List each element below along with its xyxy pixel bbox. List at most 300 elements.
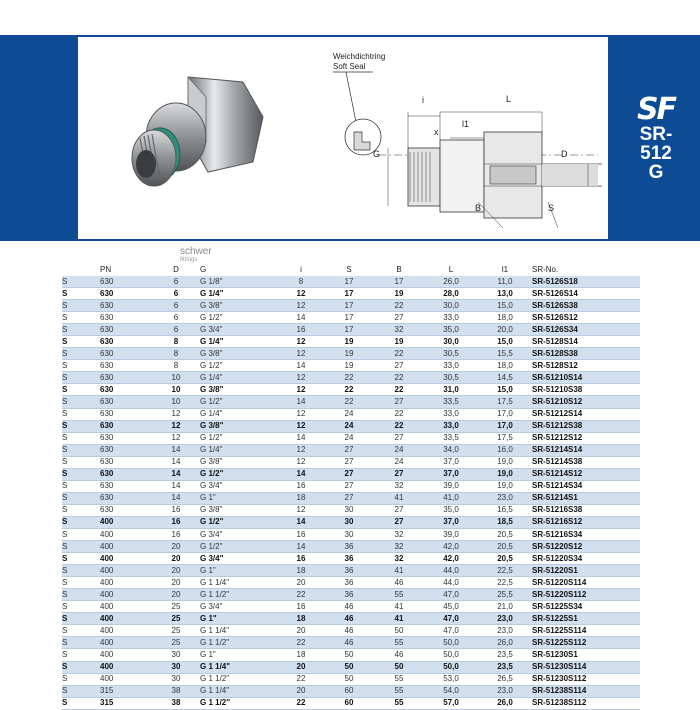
cell-s: 27 — [324, 480, 374, 492]
cell-d: 6 — [152, 312, 200, 324]
cell-l: 50,0 — [424, 661, 478, 673]
cell-i: 12 — [278, 336, 324, 348]
cell-b: 55 — [374, 673, 424, 685]
cell-s: 27 — [324, 492, 374, 504]
cell-l: 33,0 — [424, 312, 478, 324]
cell-pn: 400 — [100, 601, 152, 613]
cell-l1: 23,0 — [478, 685, 532, 697]
cell-sr-no: SR-51230S112 — [532, 673, 640, 685]
cell-sr-no: SR-51216S12 — [532, 516, 640, 528]
cell-d: 14 — [152, 468, 200, 480]
cell-l: 47,0 — [424, 613, 478, 625]
cell-i: 12 — [278, 420, 324, 432]
cell-s: 27 — [324, 468, 374, 480]
cell-b: 41 — [374, 565, 424, 577]
cell-s: 36 — [324, 577, 374, 589]
table-row — [62, 601, 640, 613]
cell-sr-no: SR-5126S12 — [532, 312, 640, 324]
cell-type: S — [62, 336, 100, 348]
cell-pn: 630 — [100, 360, 152, 372]
cell-b: 55 — [374, 589, 424, 601]
cell-i: 12 — [278, 348, 324, 360]
cell-b: 27 — [374, 432, 424, 444]
cell-pn: 315 — [100, 685, 152, 697]
cell-pn: 400 — [100, 625, 152, 637]
cell-g: G 3/4" — [200, 480, 278, 492]
table-row — [62, 288, 640, 300]
cell-l: 50,0 — [424, 649, 478, 661]
cell-l1: 14,5 — [478, 372, 532, 384]
cell-pn: 630 — [100, 384, 152, 396]
cell-s: 36 — [324, 541, 374, 553]
cell-d: 8 — [152, 336, 200, 348]
col-header-i: i — [300, 264, 302, 274]
cell-i: 12 — [278, 408, 324, 420]
cell-sr-no: SR-51210S12 — [532, 396, 640, 408]
cell-l1: 23,5 — [478, 649, 532, 661]
cell-sr-no: SR-51225S112 — [532, 637, 640, 649]
cell-pn: 400 — [100, 553, 152, 565]
cell-type: S — [62, 553, 100, 565]
dim-d-label: D — [561, 149, 568, 159]
table-row — [62, 312, 640, 324]
cell-s: 46 — [324, 613, 374, 625]
cell-d: 25 — [152, 625, 200, 637]
table-row — [62, 480, 640, 492]
table-row — [62, 528, 640, 540]
cell-l1: 20,0 — [478, 324, 532, 336]
cell-b: 27 — [374, 312, 424, 324]
cell-sr-no: SR-51220S112 — [532, 589, 640, 601]
sf-logo: SF — [636, 92, 676, 127]
cell-l1: 23,0 — [478, 625, 532, 637]
cell-pn: 630 — [100, 408, 152, 420]
cell-type: S — [62, 360, 100, 372]
cell-d: 6 — [152, 300, 200, 312]
cell-g: G 1 1/2" — [200, 637, 278, 649]
cell-d: 10 — [152, 396, 200, 408]
dim-i-label: i — [422, 95, 424, 105]
cell-sr-no: SR-51210S14 — [532, 372, 640, 384]
cell-s: 24 — [324, 432, 374, 444]
cell-l1: 23,0 — [478, 613, 532, 625]
cell-g: G 3/8" — [200, 456, 278, 468]
cell-d: 30 — [152, 649, 200, 661]
cell-l: 35,0 — [424, 324, 478, 336]
cell-i: 22 — [278, 697, 324, 709]
cell-type: S — [62, 432, 100, 444]
table-row — [62, 324, 640, 336]
cell-s: 36 — [324, 589, 374, 601]
cell-g: G 3/8" — [200, 348, 278, 360]
cell-s: 27 — [324, 444, 374, 456]
cell-sr-no: SR-51214S12 — [532, 468, 640, 480]
dim-s-label: S — [548, 203, 555, 213]
cell-g: G 1/2" — [200, 468, 278, 480]
cell-type: S — [62, 625, 100, 637]
dim-x-label: x — [434, 127, 439, 137]
cell-g: G 1" — [200, 492, 278, 504]
cell-d: 12 — [152, 432, 200, 444]
cell-l1: 19,0 — [478, 480, 532, 492]
cell-i: 14 — [278, 468, 324, 480]
cell-g: G 1 1/2" — [200, 697, 278, 709]
cell-d: 20 — [152, 553, 200, 565]
cell-l1: 18,0 — [478, 312, 532, 324]
table-row — [62, 420, 640, 432]
col-header-d: D — [173, 264, 179, 274]
cell-l: 34,0 — [424, 444, 478, 456]
cell-type: S — [62, 541, 100, 553]
cell-type: S — [62, 685, 100, 697]
cell-pn: 400 — [100, 637, 152, 649]
table-row — [62, 336, 640, 348]
cell-i: 16 — [278, 601, 324, 613]
cell-sr-no: SR-5126S34 — [532, 324, 640, 336]
cell-sr-no: SR-51214S1 — [532, 492, 640, 504]
cell-l1: 15,0 — [478, 336, 532, 348]
table-row — [62, 276, 640, 288]
cell-l1: 20,5 — [478, 541, 532, 553]
cell-b: 19 — [374, 336, 424, 348]
col-header-s: S — [346, 264, 352, 274]
cell-sr-no: SR-51212S12 — [532, 432, 640, 444]
cell-l: 54,0 — [424, 685, 478, 697]
cell-g: G 1/2" — [200, 360, 278, 372]
cell-pn: 630 — [100, 396, 152, 408]
cell-pn: 630 — [100, 312, 152, 324]
cell-pn: 630 — [100, 324, 152, 336]
cell-l: 37,0 — [424, 468, 478, 480]
cell-l: 35,0 — [424, 504, 478, 516]
cell-l: 47,0 — [424, 625, 478, 637]
cell-s: 24 — [324, 420, 374, 432]
cell-s: 60 — [324, 697, 374, 709]
cell-b: 24 — [374, 456, 424, 468]
table-row — [62, 384, 640, 396]
cell-d: 8 — [152, 360, 200, 372]
cell-sr-no: SR-51225S1 — [532, 613, 640, 625]
cell-s: 17 — [324, 300, 374, 312]
cell-b: 46 — [374, 577, 424, 589]
cell-sr-no: SR-51212S38 — [532, 420, 640, 432]
cell-l: 33,5 — [424, 396, 478, 408]
cell-pn: 400 — [100, 565, 152, 577]
cell-s: 22 — [324, 396, 374, 408]
cell-b: 27 — [374, 396, 424, 408]
table-row — [62, 697, 640, 709]
cell-s: 24 — [324, 408, 374, 420]
cell-s: 30 — [324, 516, 374, 528]
cell-b: 41 — [374, 492, 424, 504]
dim-l-label: L — [506, 94, 512, 104]
cell-sr-no: SR-51216S38 — [532, 504, 640, 516]
cell-l1: 15,0 — [478, 384, 532, 396]
cell-l: 44,0 — [424, 577, 478, 589]
cell-type: S — [62, 528, 100, 540]
cell-type: S — [62, 408, 100, 420]
cell-l1: 26,0 — [478, 637, 532, 649]
cell-type: S — [62, 673, 100, 685]
cell-type: S — [62, 456, 100, 468]
cell-g: G 1/4" — [200, 288, 278, 300]
cell-b: 50 — [374, 625, 424, 637]
cell-g: G 1/2" — [200, 516, 278, 528]
cell-i: 22 — [278, 637, 324, 649]
cell-g: G 1/4" — [200, 336, 278, 348]
cell-s: 30 — [324, 528, 374, 540]
table-row — [62, 408, 640, 420]
cell-sr-no: SR-51212S14 — [532, 408, 640, 420]
cell-l1: 25,5 — [478, 589, 532, 601]
cell-sr-no: SR-5126S18 — [532, 276, 640, 288]
dim-l1-label: l1 — [462, 119, 470, 129]
cell-g: G 1/4" — [200, 444, 278, 456]
col-header-g: G — [200, 264, 207, 274]
cell-pn: 630 — [100, 300, 152, 312]
cell-l: 37,0 — [424, 516, 478, 528]
cell-i: 20 — [278, 625, 324, 637]
cell-l: 50,0 — [424, 637, 478, 649]
cell-l1: 15,5 — [478, 348, 532, 360]
cell-b: 32 — [374, 541, 424, 553]
cell-s: 17 — [324, 324, 374, 336]
cell-d: 14 — [152, 444, 200, 456]
cell-type: S — [62, 492, 100, 504]
cell-l: 33,0 — [424, 360, 478, 372]
table-row — [62, 553, 640, 565]
cell-sr-no: SR-51220S114 — [532, 577, 640, 589]
cell-d: 20 — [152, 541, 200, 553]
cell-l1: 16,5 — [478, 504, 532, 516]
table-row — [62, 456, 640, 468]
cell-pn: 630 — [100, 456, 152, 468]
cell-i: 16 — [278, 480, 324, 492]
cell-l1: 23,5 — [478, 661, 532, 673]
cell-d: 10 — [152, 384, 200, 396]
cell-s: 27 — [324, 456, 374, 468]
cell-l: 33,5 — [424, 432, 478, 444]
cell-l1: 13,0 — [478, 288, 532, 300]
cell-sr-no: SR-5128S12 — [532, 360, 640, 372]
table-row — [62, 613, 640, 625]
cell-g: G 1 1/2" — [200, 589, 278, 601]
maker-name: schwer — [180, 246, 212, 257]
cell-pn: 630 — [100, 288, 152, 300]
table-header-row — [62, 262, 640, 276]
cell-g: G 1 1/4" — [200, 661, 278, 673]
cell-d: 38 — [152, 697, 200, 709]
table-row — [62, 504, 640, 516]
cell-d: 12 — [152, 420, 200, 432]
dim-g-label: G — [373, 149, 381, 159]
cell-pn: 400 — [100, 516, 152, 528]
cell-b: 27 — [374, 504, 424, 516]
cell-l: 26,0 — [424, 276, 478, 288]
cell-sr-no: SR-5128S38 — [532, 348, 640, 360]
cell-l: 30,5 — [424, 348, 478, 360]
cell-i: 8 — [278, 276, 324, 288]
table-row — [62, 685, 640, 697]
cell-g: G 1/2" — [200, 396, 278, 408]
cell-pn: 400 — [100, 577, 152, 589]
cell-b: 55 — [374, 685, 424, 697]
cell-pn: 630 — [100, 432, 152, 444]
cell-i: 14 — [278, 541, 324, 553]
series-line-2: 512 — [640, 143, 672, 164]
table-row — [62, 516, 640, 528]
cell-type: S — [62, 468, 100, 480]
cell-d: 6 — [152, 276, 200, 288]
col-header-sr-no: SR-No. — [532, 264, 559, 274]
cell-b: 41 — [374, 613, 424, 625]
cell-g: G 3/4" — [200, 324, 278, 336]
cell-l1: 11,0 — [478, 276, 532, 288]
cell-type: S — [62, 276, 100, 288]
cell-pn: 400 — [100, 613, 152, 625]
cell-i: 20 — [278, 685, 324, 697]
cell-i: 18 — [278, 613, 324, 625]
cell-i: 16 — [278, 553, 324, 565]
cell-g: G 1/2" — [200, 432, 278, 444]
cell-d: 16 — [152, 504, 200, 516]
cell-sr-no: SR-51220S12 — [532, 541, 640, 553]
cell-type: S — [62, 661, 100, 673]
technical-drawing — [318, 52, 608, 232]
cell-l: 33,0 — [424, 420, 478, 432]
cell-type: S — [62, 601, 100, 613]
cell-type: S — [62, 516, 100, 528]
cell-l: 53,0 — [424, 673, 478, 685]
cell-g: G 3/4" — [200, 553, 278, 565]
cell-type: S — [62, 589, 100, 601]
cell-pn: 630 — [100, 336, 152, 348]
cell-b: 22 — [374, 384, 424, 396]
cell-g: G 1" — [200, 649, 278, 661]
cell-l1: 20,5 — [478, 528, 532, 540]
cell-pn: 400 — [100, 589, 152, 601]
table-row — [62, 565, 640, 577]
cell-i: 12 — [278, 300, 324, 312]
cell-g: G 3/4" — [200, 601, 278, 613]
cell-i: 14 — [278, 432, 324, 444]
cell-b: 32 — [374, 553, 424, 565]
cell-b: 27 — [374, 360, 424, 372]
cell-b: 22 — [374, 408, 424, 420]
table-row — [62, 661, 640, 673]
cell-b: 32 — [374, 324, 424, 336]
cell-s: 22 — [324, 372, 374, 384]
cell-s: 19 — [324, 360, 374, 372]
cell-l: 37,0 — [424, 456, 478, 468]
cell-d: 12 — [152, 408, 200, 420]
cell-g: G 1 1/2" — [200, 673, 278, 685]
cell-b: 27 — [374, 516, 424, 528]
cell-type: S — [62, 480, 100, 492]
cell-pn: 630 — [100, 276, 152, 288]
cell-i: 12 — [278, 384, 324, 396]
cell-type: S — [62, 637, 100, 649]
cell-b: 46 — [374, 649, 424, 661]
cell-type: S — [62, 300, 100, 312]
cell-d: 25 — [152, 637, 200, 649]
table-row — [62, 577, 640, 589]
cell-s: 46 — [324, 601, 374, 613]
table-row — [62, 372, 640, 384]
cell-l1: 26,5 — [478, 673, 532, 685]
cell-i: 12 — [278, 372, 324, 384]
table-row — [62, 432, 640, 444]
cell-d: 30 — [152, 661, 200, 673]
cell-i: 12 — [278, 504, 324, 516]
cell-b: 22 — [374, 372, 424, 384]
cell-i: 16 — [278, 324, 324, 336]
cell-type: S — [62, 697, 100, 709]
cell-i: 14 — [278, 396, 324, 408]
cell-b: 55 — [374, 697, 424, 709]
table-row — [62, 348, 640, 360]
cell-sr-no: SR-5126S14 — [532, 288, 640, 300]
cell-l1: 18,0 — [478, 360, 532, 372]
cell-type: S — [62, 444, 100, 456]
cell-type: S — [62, 649, 100, 661]
series-line-1: SR- — [639, 124, 673, 145]
cell-pn: 400 — [100, 649, 152, 661]
cell-pn: 400 — [100, 673, 152, 685]
cell-b: 22 — [374, 300, 424, 312]
cell-l1: 15,0 — [478, 300, 532, 312]
cell-l1: 17,5 — [478, 396, 532, 408]
cell-g: G 1/4" — [200, 372, 278, 384]
cell-l: 57,0 — [424, 697, 478, 709]
cell-g: G 1 1/4" — [200, 577, 278, 589]
cell-type: S — [62, 288, 100, 300]
cell-s: 19 — [324, 336, 374, 348]
cell-d: 14 — [152, 492, 200, 504]
cell-pn: 630 — [100, 480, 152, 492]
cell-sr-no: SR-51230S1 — [532, 649, 640, 661]
cell-s: 19 — [324, 348, 374, 360]
cell-g: G 1/4" — [200, 408, 278, 420]
cell-l1: 19,0 — [478, 456, 532, 468]
cell-type: S — [62, 577, 100, 589]
cell-pn: 315 — [100, 697, 152, 709]
cell-g: G 1/2" — [200, 312, 278, 324]
cell-d: 6 — [152, 324, 200, 336]
col-header-b: B — [396, 264, 402, 274]
cell-s: 17 — [324, 288, 374, 300]
cell-b: 55 — [374, 637, 424, 649]
cell-type: S — [62, 372, 100, 384]
table-row — [62, 625, 640, 637]
cell-i: 20 — [278, 661, 324, 673]
cell-l1: 22,5 — [478, 565, 532, 577]
cell-b: 22 — [374, 348, 424, 360]
cell-type: S — [62, 565, 100, 577]
cell-d: 14 — [152, 456, 200, 468]
cell-type: S — [62, 613, 100, 625]
cell-sr-no: SR-5126S38 — [532, 300, 640, 312]
cell-d: 38 — [152, 685, 200, 697]
cell-sr-no: SR-51214S34 — [532, 480, 640, 492]
cell-type: S — [62, 396, 100, 408]
cell-pn: 630 — [100, 348, 152, 360]
dimensions-table — [62, 262, 640, 710]
cell-pn: 630 — [100, 420, 152, 432]
cell-l1: 17,0 — [478, 420, 532, 432]
col-header-l1: l1 — [501, 264, 509, 274]
cell-i: 14 — [278, 360, 324, 372]
